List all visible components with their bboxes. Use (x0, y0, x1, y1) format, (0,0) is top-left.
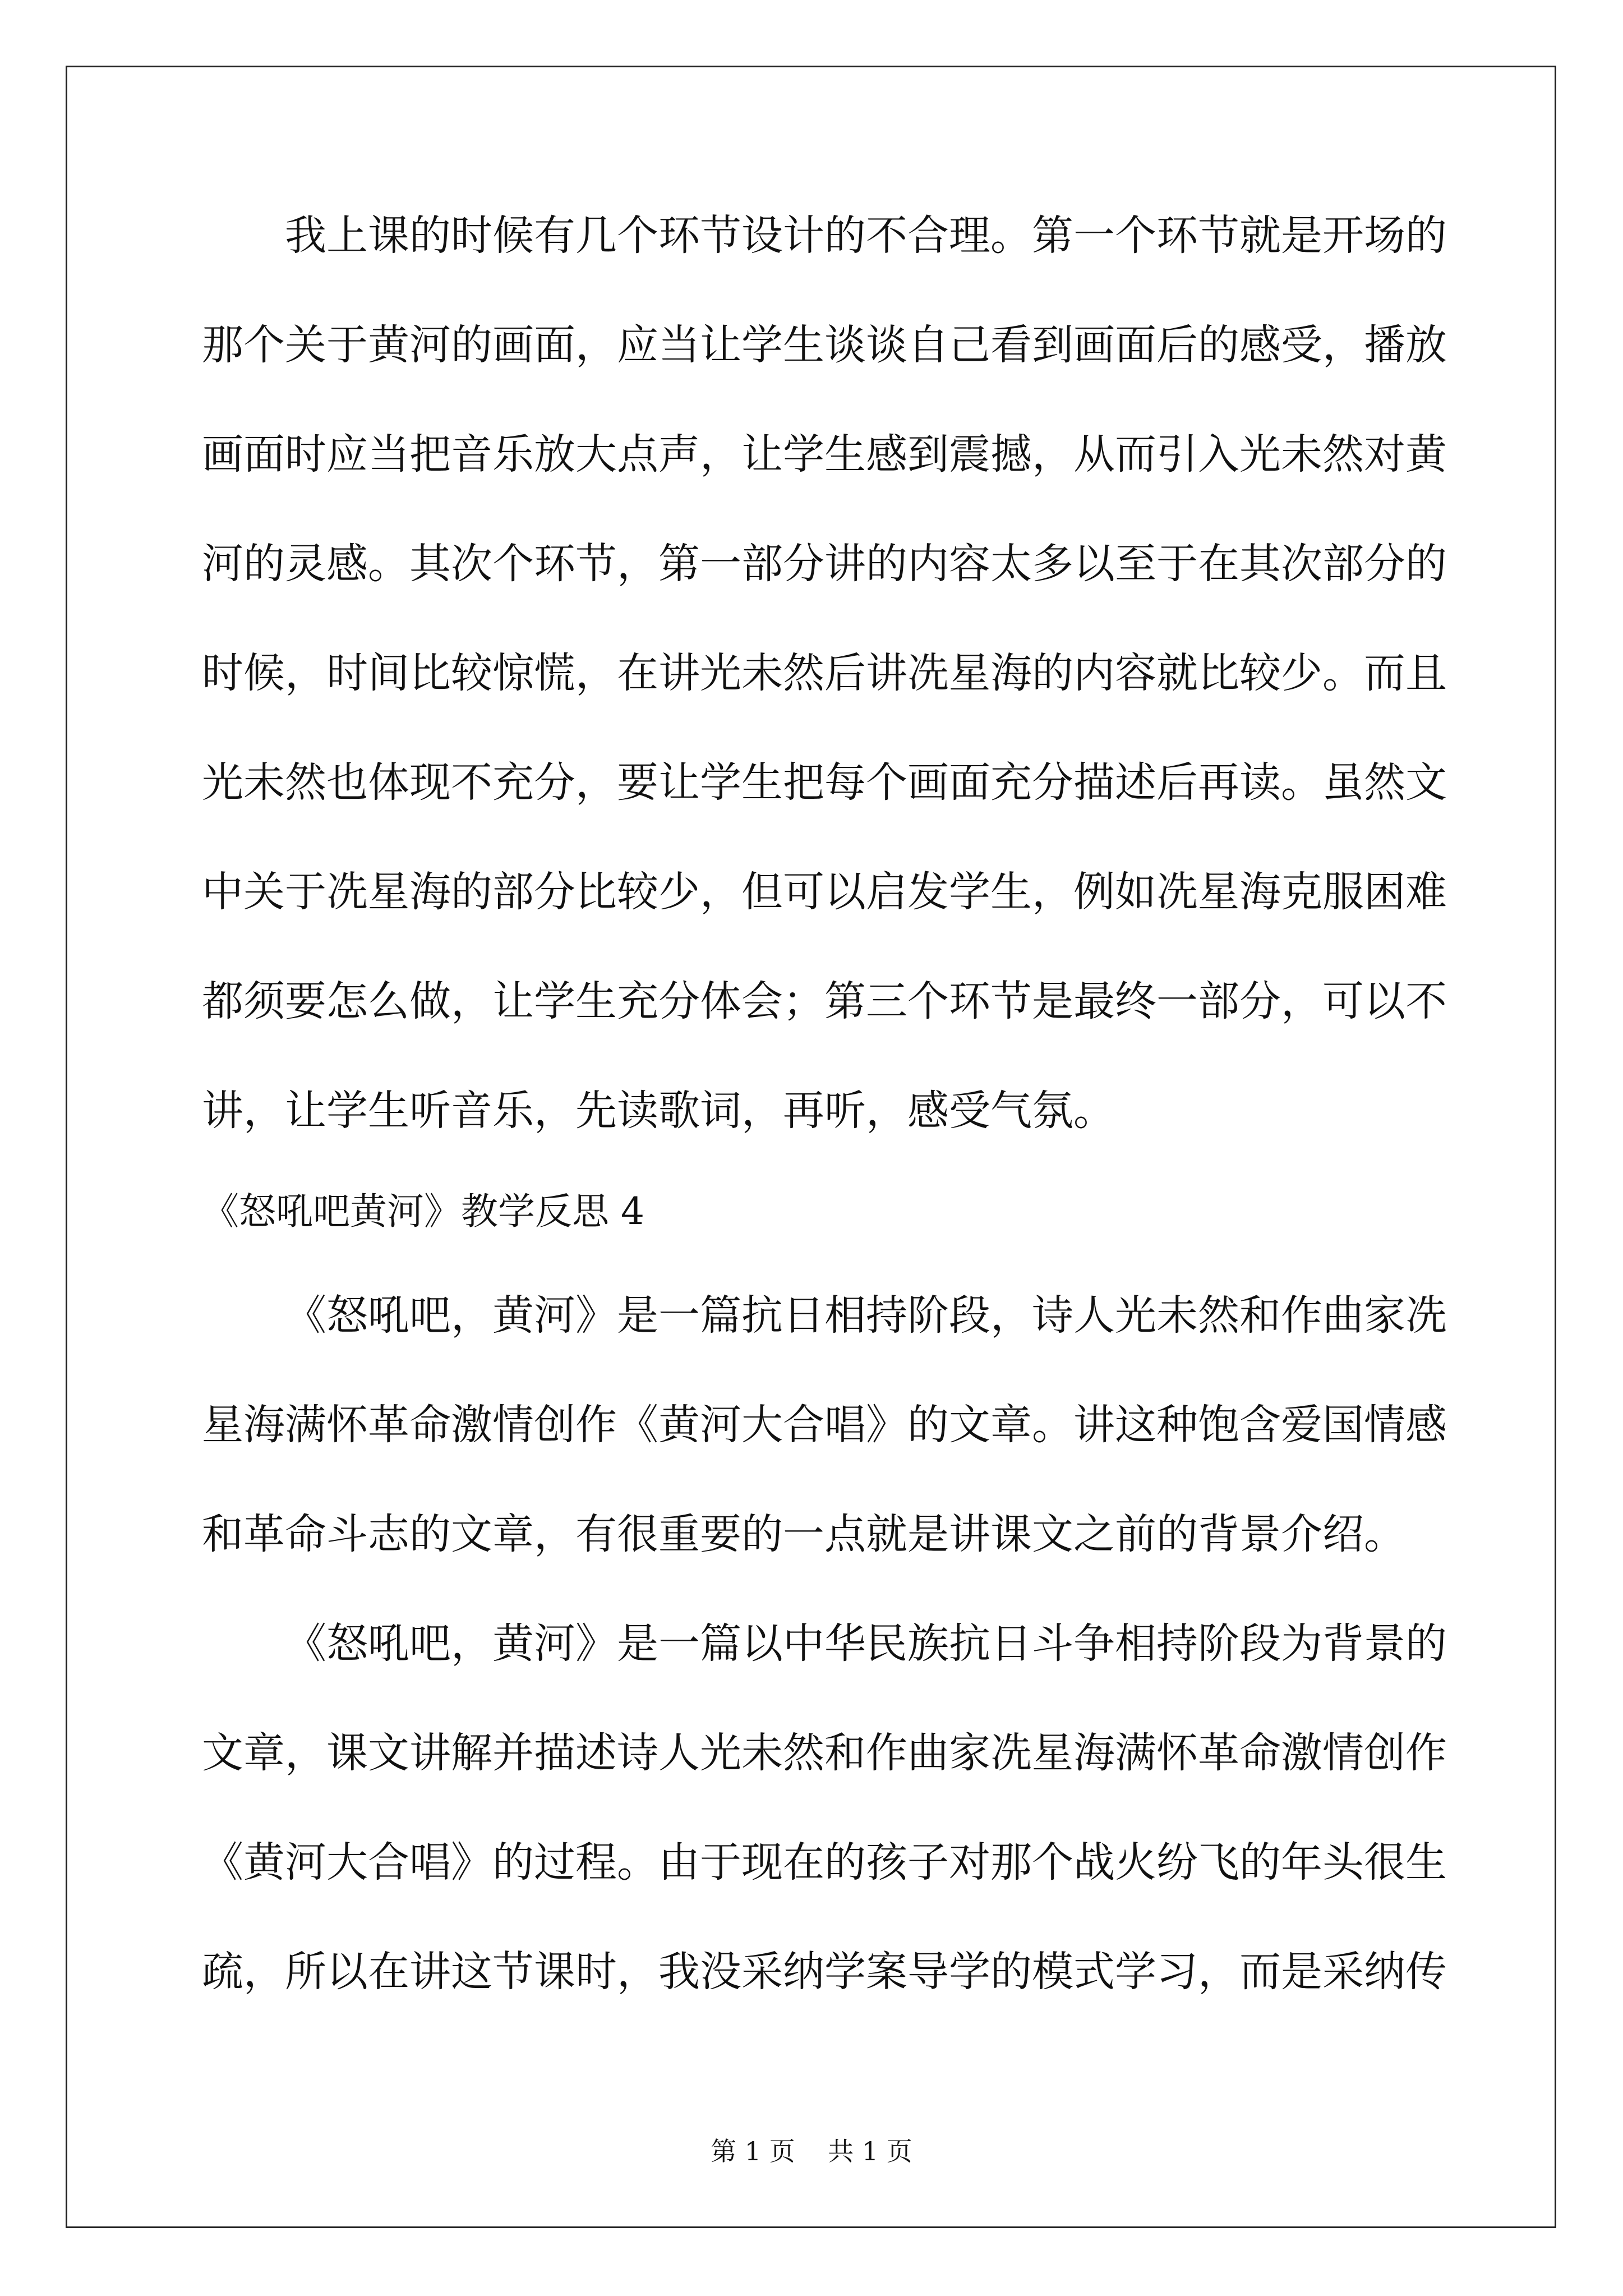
paragraph-2-line-2: 星海满怀革命激情创作《黄河大合唱》的文章。讲这种饱含爱国情感 (202, 1401, 1447, 1449)
paragraph-1-line-1: 我上课的时候有几个环节设计的不合理。第一个环节就是开场的 (285, 211, 1447, 260)
paragraph-2-line-3: 和革命斗志的文章，有很重要的一点就是讲课文之前的背景介绍。 (202, 1510, 1405, 1558)
paragraph-1-line-9: 讲，让学生听音乐，先读歌词，再听，感受气氛。 (202, 1087, 1115, 1135)
paragraph-3-line-4: 疏，所以在讲这节课时，我没采纳学案导学的模式学习，而是采纳传 (202, 1948, 1447, 1996)
paragraph-3-line-2: 文章，课文讲解并描述诗人光未然和作曲家冼星海满怀革命激情创作 (202, 1729, 1447, 1777)
paragraph-3-line-3: 《黄河大合唱》的过程。由于现在的孩子对那个战火纷飞的年头很生 (202, 1838, 1447, 1887)
paragraph-3-line-1: 《怒吼吧，黄河》是一篇以中华民族抗日斗争相持阶段为背景的 (285, 1619, 1447, 1668)
paragraph-2-line-1: 《怒吼吧，黄河》是一篇抗日相持阶段，诗人光未然和作曲家冼 (285, 1291, 1447, 1340)
page-border (66, 66, 1556, 2228)
paragraph-1-line-5: 时候，时间比较惊慌，在讲光未然后讲冼星海的内容就比较少。而且 (202, 649, 1447, 697)
section-heading: 《怒吼吧黄河》教学反思 4 (202, 1190, 644, 1233)
paragraph-1-line-6: 光未然也体现不充分，要让学生把每个画面充分描述后再读。虽然文 (202, 758, 1447, 807)
page-footer: 第 1 页 共 1 页 (711, 2136, 912, 2166)
paragraph-1-line-3: 画面时应当把音乐放大点声，让学生感到震撼，从而引入光未然对黄 (202, 430, 1447, 478)
paragraph-1-line-7: 中关于冼星海的部分比较少，但可以启发学生，例如冼星海克服困难 (202, 868, 1447, 916)
paragraph-1-line-8: 都须要怎么做，让学生充分体会；第三个环节是最终一部分，可以不 (202, 977, 1447, 1025)
paragraph-1-line-2: 那个关于黄河的画面，应当让学生谈谈自己看到画面后的感受，播放 (202, 321, 1447, 369)
paragraph-1-line-4: 河的灵感。其次个环节，第一部分讲的内容太多以至于在其次部分的 (202, 540, 1447, 588)
